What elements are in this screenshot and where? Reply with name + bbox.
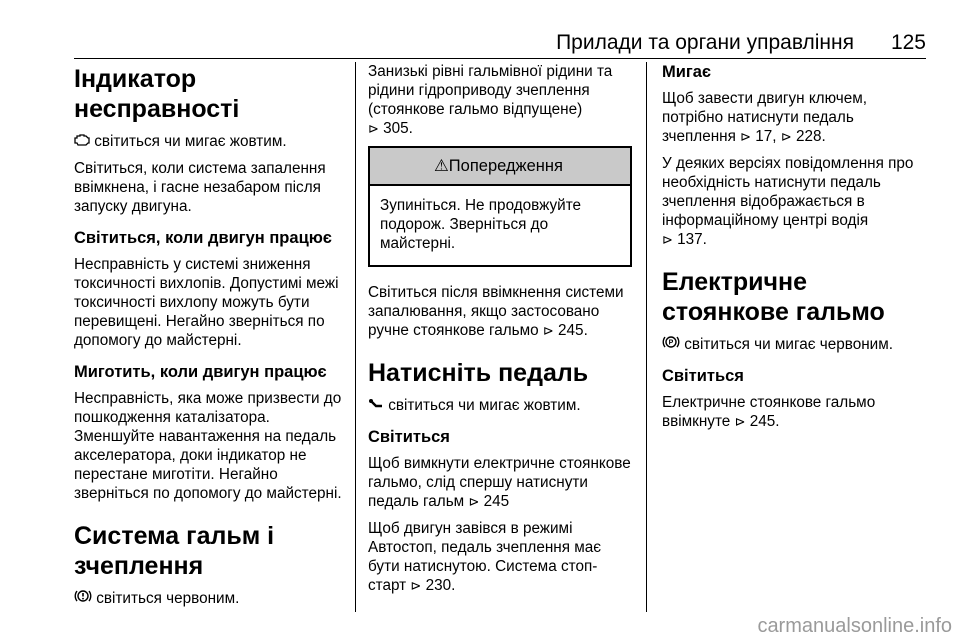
brake-icon [74,589,92,608]
paragraph: Занизькі рівні гальмівної рідини та рідини гідроприводу зчеплення (стоянкове гальмо відпущене) ⊳ 305. [368,63,613,137]
page-reference: 137. [677,231,707,248]
reference-arrow-icon: ⊳ [662,232,673,247]
warning-box [368,146,632,267]
paragraph: Несправність, яка може призвести до пошкодження каталізатора. Зменшуйте навантаження на педаль акселератора, доки індикатор не перестане миготіти. Негайно зверніться по допомогу до майстерні. [74,390,342,502]
reference-arrow-icon: ⊳ [410,578,422,593]
paragraph: світиться чи мигає жовтим. [368,396,634,415]
engine-icon [74,132,90,151]
page-reference: 245. [749,413,780,430]
warning-icon: ⚠ [434,157,449,175]
page-reference: 245. [558,322,588,339]
subheading: Світиться [662,367,744,385]
section-heading: Натисніть педаль [368,359,589,387]
reference-arrow-icon: ⊳ [468,494,480,509]
page-header [74,30,926,56]
section-heading: Система гальм і зчеплення [74,522,275,580]
page-reference: 17, [755,128,777,145]
subheading: Миготить, коли двигун працює [74,363,327,381]
page-reference: 245 [483,493,510,510]
page-number: 125 [890,31,926,54]
page-reference: 228. [795,128,826,145]
parking-brake-icon [662,335,680,354]
subheading: Світиться [368,428,450,446]
paragraph: Щоб двигун завівся в режимі Автостоп, педаль зчеплення має бути натиснутою. Система стоп-старт ⊳ 230. [368,520,602,594]
paragraph: Щоб завести двигун ключем, потрібно натиснути педаль зчеплення ⊳ 17, ⊳ 228. [662,90,867,145]
subheading: Світиться, коли двигун працює [74,229,332,247]
column-3 [662,62,928,612]
pedal-icon [368,396,384,415]
paragraph: Електричне стоянкове гальмо ввімкнуте ⊳ 245. [662,394,876,430]
section-heading: Електричне стоянкове гальмо [662,268,885,326]
paragraph: P світиться чи мигає червоним. [662,335,928,354]
page-reference: 305. [383,120,413,137]
section-heading: Індикатор несправності [74,65,240,123]
header-rule [74,58,926,59]
paragraph: світиться червоним. [74,589,344,608]
header-title: Прилади та органи управління [556,31,854,54]
column-1 [74,62,344,612]
column-divider [355,62,356,612]
warning-body: Зупиніться. Не продовжуйте подорож. Зверніться до майстерні. [380,197,582,252]
watermark: carmanualsonline.info [757,615,952,637]
paragraph: світиться чи мигає жовтим. [74,132,344,151]
svg-text:P: P [668,339,674,347]
reference-arrow-icon: ⊳ [368,121,379,136]
paragraph: У деяких версіях повідомлення про необхідність натиснути педаль зчеплення відображається в інформаційному центрі водія ⊳ 137. [662,155,914,248]
page-reference: 230. [425,577,456,594]
reference-arrow-icon: ⊳ [734,414,746,429]
reference-arrow-icon: ⊳ [542,323,554,338]
paragraph: Світиться, коли система запалення ввімкнена, і гасне незабаром після запуску двигуна. [74,160,326,215]
paragraph: Щоб вимкнути електричне стоянкове гальмо, слід спершу натиснути педаль гальм ⊳ 245 [368,455,631,510]
paragraph: Світиться після ввімкнення системи запалювання, якщо застосовано ручне стоянкове гальмо ⊳ 245. [368,284,624,339]
paragraph: Несправність у системі зниження токсичності вихлопів. Допустимі межі токсичності вихлопу можуть бути перевищені. Негайно зверніться по допомогу до майстерні. [74,256,339,349]
reference-arrow-icon: ⊳ [740,129,752,144]
subheading: Мигає [662,63,712,81]
column-divider [646,62,647,612]
warning-header: ⚠Попередження [370,148,630,186]
reference-arrow-icon: ⊳ [780,129,792,144]
column-2 [368,62,634,612]
